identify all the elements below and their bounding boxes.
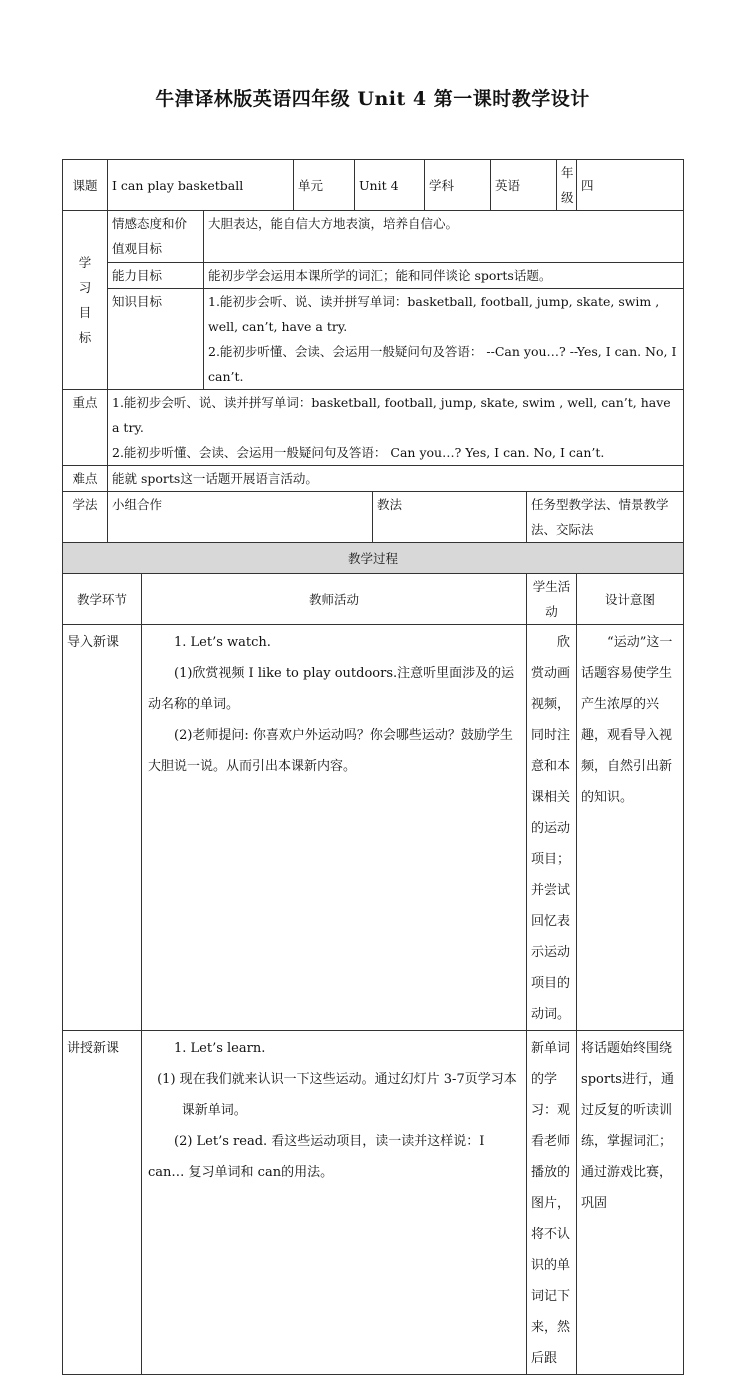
key-label: 重点 bbox=[63, 390, 108, 466]
teacher-intro-2: (1)欣赏视频 I like to play outdoors.注意听里面涉及的运动名称的单词。 bbox=[148, 666, 515, 712]
subject-value: 英语 bbox=[491, 160, 557, 211]
teacher-intro-1: 1. Let’s watch. bbox=[174, 635, 271, 650]
student-activity-new: 新单词的学习：观看老师播放的图片，将不认识的单词记下来，然后跟 bbox=[527, 1031, 577, 1375]
teacher-new-2: (1) 现在我们就来认识一下这些运动。通过幻灯片 3-7页学习本课新单词。 bbox=[157, 1072, 517, 1118]
process-header: 教学过程 bbox=[63, 543, 684, 574]
teacher-activity-new bbox=[142, 1031, 527, 1375]
design-intent-new: 将话题始终围绕 sports进行，通过反复的听读训练，掌握词汇；通过游戏比赛，巩固 bbox=[577, 1031, 684, 1375]
grade-value: 四 bbox=[577, 160, 684, 211]
attitude-label: 情感态度和价值观目标 bbox=[108, 211, 204, 263]
attitude-text: 大胆表达，能自信大方地表演，培养自信心。 bbox=[204, 211, 684, 263]
col-intent-header: 设计意图 bbox=[577, 574, 684, 625]
ability-label: 能力目标 bbox=[108, 263, 204, 289]
col-step-header: 教学环节 bbox=[63, 574, 142, 625]
teacher-new-3: (2) Let’s read. 看这些运动项目，读一读并这样说：I can… 复习单词和 can的用法。 bbox=[148, 1134, 485, 1180]
document-title: 牛津译林版英语四年级 Unit 4 第一课时教学设计 bbox=[155, 88, 590, 110]
unit-label: 单元 bbox=[294, 160, 355, 211]
knowledge-cell bbox=[204, 289, 684, 390]
teacher-new-1: 1. Let’s learn. bbox=[174, 1041, 266, 1056]
subject-label: 学科 bbox=[425, 160, 491, 211]
goals-label: 学习目标 bbox=[63, 211, 108, 390]
knowledge-label: 知识目标 bbox=[108, 289, 204, 390]
difficult-text: 能就 sports这一话题开展语言活动。 bbox=[108, 466, 684, 492]
topic-value: I can play basketball bbox=[108, 160, 294, 211]
student-activity-intro: 欣赏动画视频，同时注意和本课相关的运动项目；并尝试回忆表示运动项目的动词。 bbox=[527, 625, 577, 1031]
topic-label: 课题 bbox=[63, 160, 108, 211]
difficult-label: 难点 bbox=[63, 466, 108, 492]
step-intro: 导入新课 bbox=[63, 625, 142, 1031]
ability-text: 能初步学会运用本课所学的词汇；能和同伴谈论 sports话题。 bbox=[204, 263, 684, 289]
teacher-intro-3: (2)老师提问: 你喜欢户外运动吗？你会哪些运动？鼓励学生大胆说一说。从而引出本课新内容。 bbox=[148, 728, 513, 774]
teach-method-text: 任务型教学法、情景教学法、交际法 bbox=[527, 492, 684, 543]
design-intent-intro: “运动”这一话题容易使学生产生浓厚的兴趣，观看导入视频，自然引出新的知识。 bbox=[577, 625, 684, 1031]
lesson-plan-table bbox=[62, 159, 684, 1375]
col-student-header: 学生活动 bbox=[527, 574, 577, 625]
col-teacher-header: 教师活动 bbox=[142, 574, 527, 625]
step-new: 讲授新课 bbox=[63, 1031, 142, 1375]
teach-method-label: 教法 bbox=[373, 492, 527, 543]
teacher-activity-intro bbox=[142, 625, 527, 1031]
key-cell bbox=[108, 390, 684, 466]
unit-value: Unit 4 bbox=[355, 160, 425, 211]
learn-method-text: 小组合作 bbox=[108, 492, 373, 543]
key-item-2: 2.能初步听懂、会读、会运用一般疑问句及答语： Can you…? Yes, I can. No, I can’t. bbox=[112, 445, 605, 460]
knowledge-item-1: 1.能初步会听、说、读并拼写单词：basketball, football, jump, skate, swim , well, can’t, have a try. bbox=[208, 294, 660, 334]
knowledge-item-2: 2.能初步听懂、会读、会运用一般疑问句及答语： --Can you…? --Yes, I can. No, I can’t. bbox=[208, 344, 677, 384]
key-item-1: 1.能初步会听、说、读并拼写单词：basketball, football, jump, skate, swim , well, can’t, have a try. bbox=[112, 395, 671, 435]
grade-label: 年级 bbox=[557, 160, 577, 211]
learn-method-label: 学法 bbox=[63, 492, 108, 543]
